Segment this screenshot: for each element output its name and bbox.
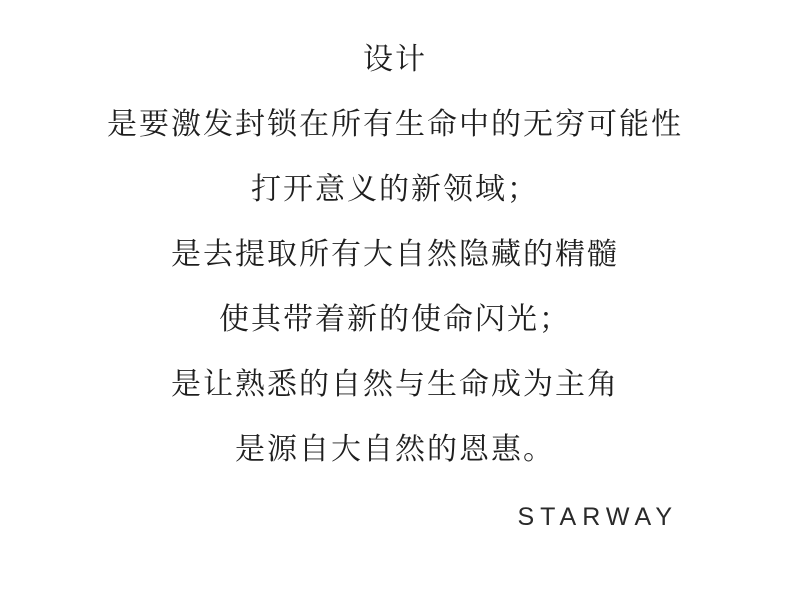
brand-wordmark: STARWAY (517, 503, 678, 531)
manifesto-line: 打开意义的新领域； (251, 173, 539, 206)
design-manifesto (0, 27, 790, 482)
manifesto-line: 是让熟悉的自然与生命成为主角 (171, 368, 619, 401)
manifesto-line: 是去提取所有大自然隐藏的精髓 (171, 238, 619, 271)
manifesto-line: 是要激发封锁在所有生命中的无穷可能性 (107, 108, 683, 141)
manifesto-line: 是源自大自然的恩惠。 (235, 433, 555, 466)
manifesto-title: 设计 (363, 43, 427, 76)
manifesto-line: 使其带着新的使命闪光； (219, 303, 571, 336)
